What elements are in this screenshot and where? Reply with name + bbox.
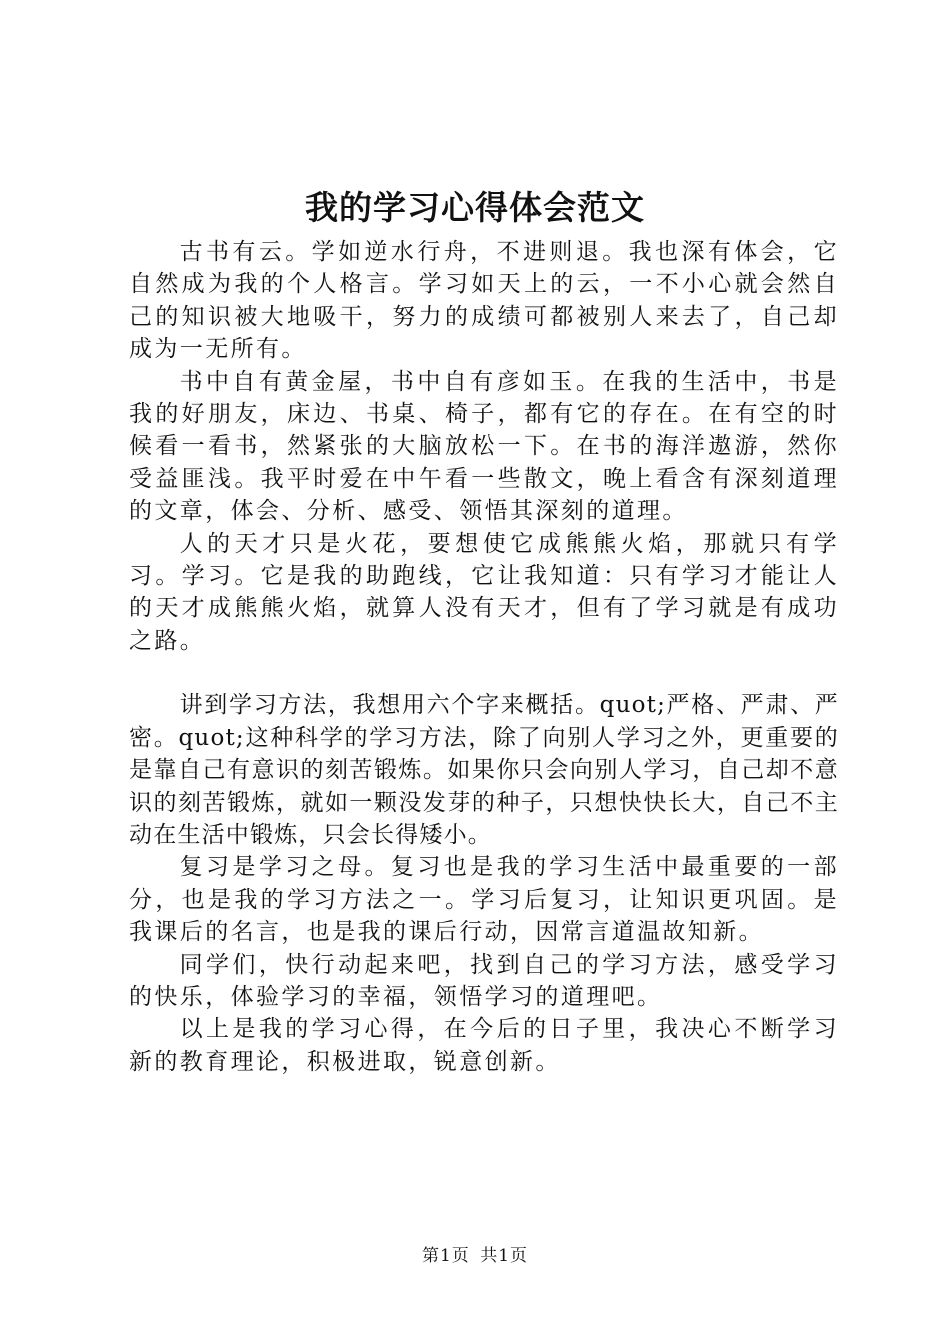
paragraph-2: 书中自有黄金屋，书中自有彦如玉。在我的生活中，书是我的好朋友，床边、书桌、椅子，都有它的存在。在有空的时候看一看书，然紧张的大脑放松一下。在书的海洋遨游，然你受益匪浅。我平时爱在中午看一些散文，晚上看含有深刻道理的文章，体会、分析、感受、领悟其深刻的道理。 (129, 368, 839, 525)
paragraph-1: 古书有云。学如逆水行舟，不进则退。我也深有体会，它自然成为我的个人格言。学习如天上的云，一不小心就会然自己的知识被大地吸干，努力的成绩可都被别人来去了，自己却成为一无所有。 (129, 239, 839, 363)
paragraph-7: 以上是我的学习心得，在今后的日子里，我决心不断学习新的教育理论，积极进取，锐意创新。 (129, 1016, 839, 1075)
paragraph-4: 讲到学习方法，我想用六个字来概括。quot;严格、严肃、严密。quot;这种科学的学习方法，除了向别人学习之外，更重要的是靠自己有意识的刻苦锻炼。如果你只会向别人学习，自己却不意识的刻苦锻炼，就如一颗没发芽的种子，只想快快长大，自己不主动在生活中锻炼，只会长得矮小。 (129, 692, 839, 848)
paragraph-3: 人的天才只是火花，要想使它成熊熊火焰，那就只有学习。学习。它是我的助跑线，它让我知道：只有学习才能让人的天才成熊熊火焰，就算人没有天才，但有了学习就是有成功之路。 (129, 530, 839, 654)
paragraph-5: 复习是学习之母。复习也是我的学习生活中最重要的一部分，也是我的学习方法之一。学习后复习，让知识更巩固。是我课后的名言，也是我的课后行动，因常言道温故知新。 (129, 854, 839, 946)
paragraph-6: 同学们，快行动起来吧，找到自己的学习方法，感受学习的快乐，体验学习的幸福，领悟学习的道理吧。 (129, 951, 839, 1010)
document-body (129, 236, 839, 1078)
document-title: 我的学习心得体会范文 (305, 188, 645, 227)
page-footer: 第1页 共1页 (421, 1246, 529, 1266)
